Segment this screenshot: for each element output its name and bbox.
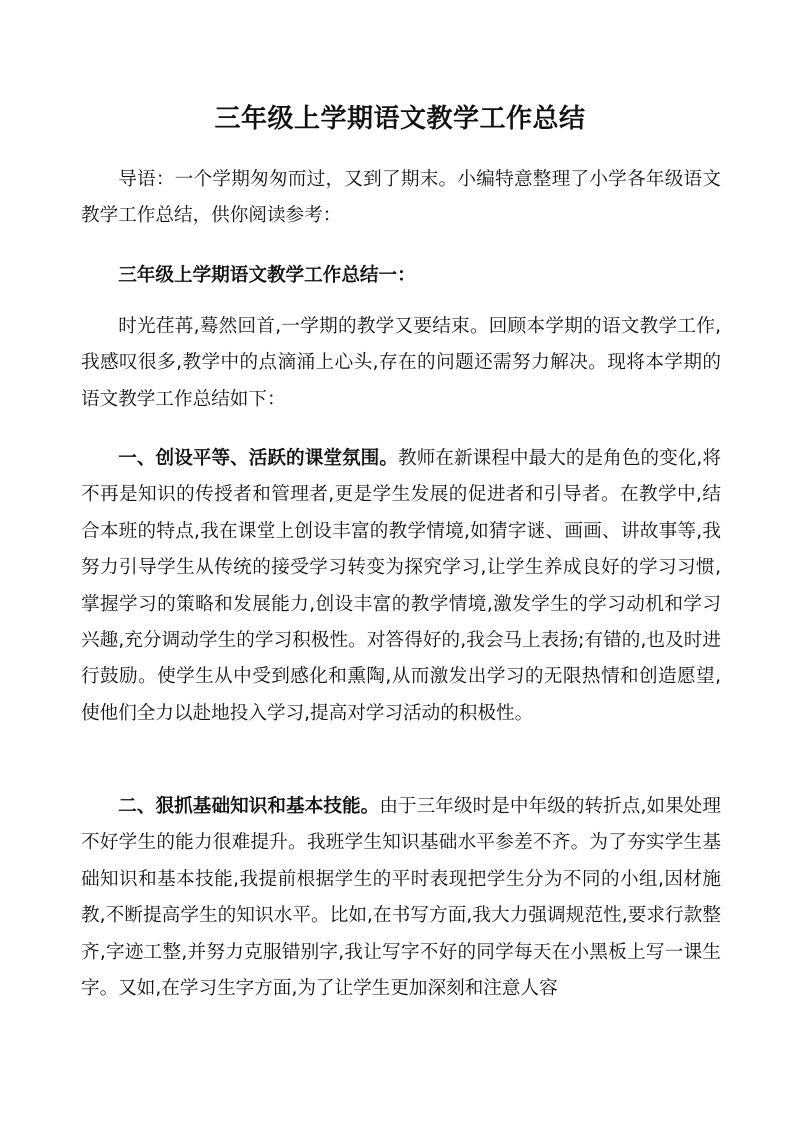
point-one-paragraph xyxy=(81,441,721,732)
document-title: 三年级上学期语文教学工作总结 xyxy=(214,104,586,134)
point-two-body: 由于三年级时是中年级的转折点,如果处理不好学生的能力很难提升。我班学生知识基础水平参差不齐。为了夯实学生基础知识和基本技能,我提前根据学生的平时表现把学生分为不同的小组,因材施教,不断提高学生的知识水平。比如,在书写方面,我大力强调规范性,要求行款整齐,字迹工整,并努力克服错别字,我让写字不好的同学每天在小黑板上写一课生字。又如,在学习生字方面,为了让学生更加深刻和注意人容 xyxy=(81,796,721,1000)
point-two-paragraph xyxy=(81,789,721,1007)
point-two-lead: 二、狠抓基础知识和基本技能。 xyxy=(118,796,380,817)
opening-paragraph: 时光荏苒,蓦然回首,一学期的教学又要结束。回顾本学期的语文教学工作,我感叹很多,教学中的点滴涌上心头,存在的问题还需努力解决。现将本学期的语文教学工作总结如下： xyxy=(81,316,721,410)
intro-paragraph: 导语：一个学期匆匆而过，又到了期末。小编特意整理了小学各年级语文教学工作总结，供你阅读参考： xyxy=(81,169,721,227)
point-one-lead: 一、创设平等、活跃的课堂氛围。 xyxy=(118,448,398,469)
point-one-body: 教师在新课程中最大的是角色的变化,将不再是知识的传授者和管理者,更是学生发展的促进者和引导者。在教学中,结合本班的特点,我在课堂上创设丰富的教学情境,如猜字谜、画画、讲故事等,我努力引导学生从传统的接受学习转变为探究学习,让学生养成良好的学习习惯,掌握学习的策略和发展能力,创设丰富的教学情境,激发学生的学习动机和学习兴趣,充分调动学生的学习积极性。对答得好的,我会马上表扬;有错的,也及时进行鼓励。使学生从中受到感化和熏陶,从而激发出学习的无限热情和创造愿望,使他们全力以赴地投入学习,提高对学习活动的积极性。 xyxy=(81,448,721,724)
section-heading: 三年级上学期语文教学工作总结一： xyxy=(118,265,416,286)
